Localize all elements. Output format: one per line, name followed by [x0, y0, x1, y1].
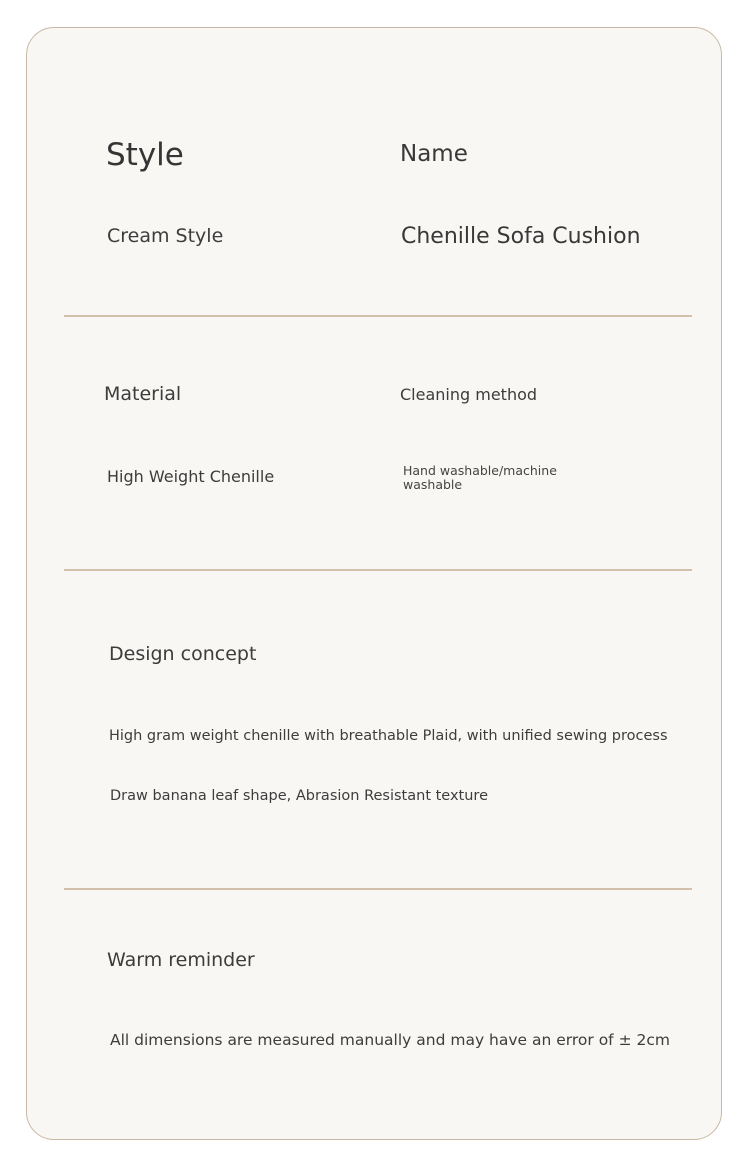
- spec-card: [26, 27, 722, 1140]
- cleaning-value: Hand washable/machine washable: [403, 463, 557, 492]
- cleaning-label: Cleaning method: [400, 385, 538, 404]
- design-line-2: Draw banana leaf shape, Abrasion Resistant texture: [110, 788, 488, 804]
- name-label: Name: [400, 141, 468, 167]
- reminder-heading: Warm reminder: [107, 949, 255, 971]
- style-label: Style: [106, 137, 184, 173]
- design-heading: Design concept: [109, 643, 257, 665]
- material-value: High Weight Chenille: [107, 467, 275, 486]
- style-value: Cream Style: [107, 225, 224, 247]
- divider-2: [64, 569, 692, 571]
- reminder-text: All dimensions are measured manually and may have an error of ± 2cm: [110, 1031, 670, 1049]
- name-value: Chenille Sofa Cushion: [401, 224, 641, 249]
- design-line-1: High gram weight chenille with breathable Plaid, with unified sewing process: [109, 728, 668, 744]
- divider-1: [64, 315, 692, 317]
- divider-3: [64, 888, 692, 890]
- material-label: Material: [104, 383, 182, 405]
